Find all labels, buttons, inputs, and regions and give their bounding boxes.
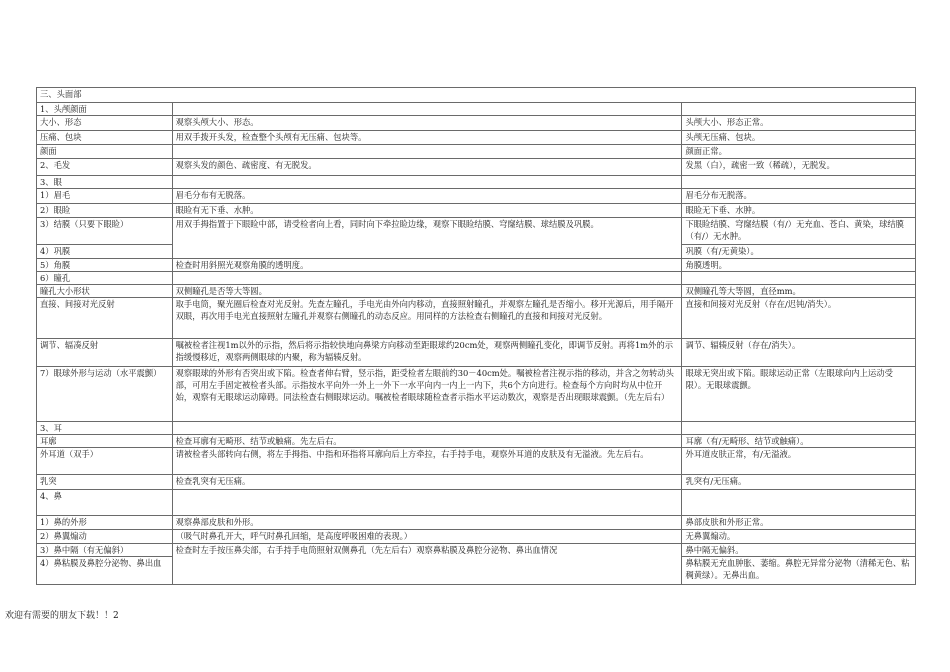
item-result (682, 103, 916, 116)
table-row (37, 516, 916, 530)
table-row (37, 367, 916, 422)
table-row (37, 145, 916, 159)
item-method: 观察眼球的外形有否突出或下陷。检查者伸右臂，竖示指，距受检者左眼前约30－40cm处。嘱被检者注视示指的移动，并含之勿转动头部，可用左手固定被检者头部。示指按水平向外一外上一外下一水平向内一内上一内下，共6个方向进行。检查每个方向时均从中位开始，观察有无眼球运动障碍。同法检查右侧眼球运动。嘱被检者眼球随检查者示指水平运动数次，观察是否出现眼球震颤。（先左后右） (172, 367, 682, 422)
item-result (682, 490, 916, 516)
item-name: 外耳道（双手） (37, 448, 173, 475)
item-result: 颜面正常。 (682, 145, 916, 159)
item-method: 检查乳突有无压痛。 (172, 475, 682, 490)
item-name: 4、鼻 (37, 490, 173, 516)
exam-sheet (36, 87, 916, 585)
item-method (172, 103, 682, 116)
item-result: 头颅大小、形态正常。 (682, 116, 916, 131)
section-heading-head-face: 三、头面部 (37, 88, 916, 103)
table-row (37, 285, 916, 298)
table-row (37, 530, 916, 544)
item-name: 3）鼻中隔（有无偏斜） (37, 544, 173, 557)
table-row (37, 475, 916, 490)
item-method: 嘱被检者注视1m以外的示指，然后将示指较快地向鼻梁方向移动至距眼球约20cm处，观察两侧瞳孔变化，即调节反射。再将1m外的示指缓慢移近，观察两侧眼球的内聚，称为辐辏反射。 (172, 339, 682, 367)
page-footer: 欢迎有需要的朋友下载！！2 (5, 611, 119, 621)
item-result: 角膜透明。 (682, 259, 916, 272)
table-row (37, 159, 916, 176)
table-row (37, 448, 916, 475)
item-name: 4）巩膜 (37, 245, 173, 259)
table-row (37, 435, 916, 448)
item-result: 眼球无突出或下陷。眼球运动正常（左眼球向内上运动受限）。无眼球震颤。 (682, 367, 916, 422)
item-result: 眼睑无下垂、水肿。 (682, 204, 916, 218)
item-result: 发黑（白），疏密一致（稀疏），无脱发。 (682, 159, 916, 176)
item-name: 直接、间接对光反射 (37, 298, 173, 339)
table-row (37, 422, 916, 435)
table-row (37, 131, 916, 145)
item-name: 4）鼻粘膜及鼻腔分泌物、鼻出血 (37, 557, 173, 585)
item-name: 3、眼 (37, 176, 173, 189)
item-result (682, 176, 916, 189)
item-result: 耳廓（有/无畸形、结节或触痛）。 (682, 435, 916, 448)
item-name: 压痛、包块 (37, 131, 173, 145)
item-method: 检查时左手按压鼻尖部，右手持手电筒照射双侧鼻孔（先左后右）观察鼻粘膜及鼻腔分泌物、鼻出血情况 (172, 544, 682, 585)
item-name: 2）鼻翼煽动 (37, 530, 173, 544)
item-name: 颜面 (37, 145, 173, 159)
item-name: 5）角膜 (37, 259, 173, 272)
item-method (172, 422, 682, 435)
table-row (37, 189, 916, 204)
item-method: 用双手拨开头发，检查整个头颅有无压痛、包块等。 (172, 131, 682, 145)
item-name: 耳廓 (37, 435, 173, 448)
item-method (172, 272, 682, 285)
table-row (37, 218, 916, 245)
item-name: 7）眼球外形与运动（水平震颤） (37, 367, 173, 422)
item-result (682, 272, 916, 285)
item-method: 双侧瞳孔是否等大等圆。 (172, 285, 682, 298)
table-row (37, 259, 916, 272)
item-name: 3、耳 (37, 422, 173, 435)
exam-table (36, 87, 916, 585)
item-method: 观察头颅大小、形态。 (172, 116, 682, 131)
table-row (37, 176, 916, 189)
table-row (37, 204, 916, 218)
item-result (682, 422, 916, 435)
item-name: 乳突 (37, 475, 173, 490)
item-result: 调节、辐辏反射（存在/消失）。 (682, 339, 916, 367)
item-name: 1）鼻的外形 (37, 516, 173, 530)
item-result: 直接和间接对光反射（存在/迟钝/消失）。 (682, 298, 916, 339)
table-row (37, 116, 916, 131)
item-name: 2、毛发 (37, 159, 173, 176)
item-name: 大小、形态 (37, 116, 173, 131)
item-method: 眼睑有无下垂、水肿。 (172, 204, 682, 218)
item-method: 观察头发的颜色、疏密度、有无脱发。 (172, 159, 682, 176)
item-result: 下眼睑结膜、穹窿结膜（有/）无充血、苍白、黄染，球结膜（有/）无水肿。 (682, 218, 916, 245)
item-name: 1、头颅颜面 (37, 103, 173, 116)
item-method: 用双手拇指置于下眼睑中部，请受检者向上看，同时向下牵拉睑边缘，观察下眼睑结膜、穹窿结膜、球结膜及巩膜。 (172, 218, 682, 259)
item-result: 鼻粘膜无充血肿胀、萎缩。鼻腔无异常分泌物（清稀无色、粘稠黄绿）。无鼻出血。 (682, 557, 916, 585)
item-name: 瞳孔大小形状 (37, 285, 173, 298)
item-method (172, 490, 682, 516)
item-method: （吸气时鼻孔开大，呼气时鼻孔回缩，是高度呼吸困难的表现。） (172, 530, 682, 544)
item-name: 1）眉毛 (37, 189, 173, 204)
table-row (37, 272, 916, 285)
item-result: 头颅无压痛、包块。 (682, 131, 916, 145)
item-result: 眉毛分布无脱落。 (682, 189, 916, 204)
item-name: 2）眼睑 (37, 204, 173, 218)
table-row (37, 339, 916, 367)
item-result: 无鼻翼煽动。 (682, 530, 916, 544)
item-result: 鼻部皮肤和外形正常。 (682, 516, 916, 530)
item-name: 调节、辐凑反射 (37, 339, 173, 367)
item-result: 巩膜（有/无黄染）。 (682, 245, 916, 259)
item-name: 3）结膜（只要下眼睑） (37, 218, 173, 245)
item-method (172, 176, 682, 189)
item-method: 请被检者头部转向右侧，将左手拇指、中指和环指将耳廓向后上方牵拉，右手持手电，观察外耳道的皮肤及有无溢液。先左后右。 (172, 448, 682, 475)
table-row (37, 103, 916, 116)
item-method: 检查耳廓有无畸形、结节或触痛。先左后右。 (172, 435, 682, 448)
item-result: 乳突有/无压痛。 (682, 475, 916, 490)
table-row (37, 298, 916, 339)
item-result: 双侧瞳孔等大等圆，直径mm。 (682, 285, 916, 298)
item-result: 鼻中隔无偏斜。 (682, 544, 916, 557)
item-method: 眉毛分布有无脱落。 (172, 189, 682, 204)
table-row (37, 88, 916, 103)
item-name: 6）瞳孔 (37, 272, 173, 285)
exam-table-body (37, 88, 916, 585)
item-result: 外耳道皮肤正常，有/无溢液。 (682, 448, 916, 475)
item-method: 取手电筒，聚光圈后检查对光反射。先查左瞳孔，手电光由外向内移动，直接照射瞳孔，并观察左瞳孔是否缩小。移开光源后，用手隔开双眼，再次用手电光直接照射左瞳孔并观察右侧瞳孔的动态反应。用同样的方法检查右侧瞳孔的直接和间接对光反射。 (172, 298, 682, 339)
table-row (37, 490, 916, 516)
item-method: 检查时用斜照光观察角膜的透明度。 (172, 259, 682, 272)
item-method: 观察鼻部皮肤和外形。 (172, 516, 682, 530)
item-method (172, 145, 682, 159)
table-row (37, 544, 916, 557)
